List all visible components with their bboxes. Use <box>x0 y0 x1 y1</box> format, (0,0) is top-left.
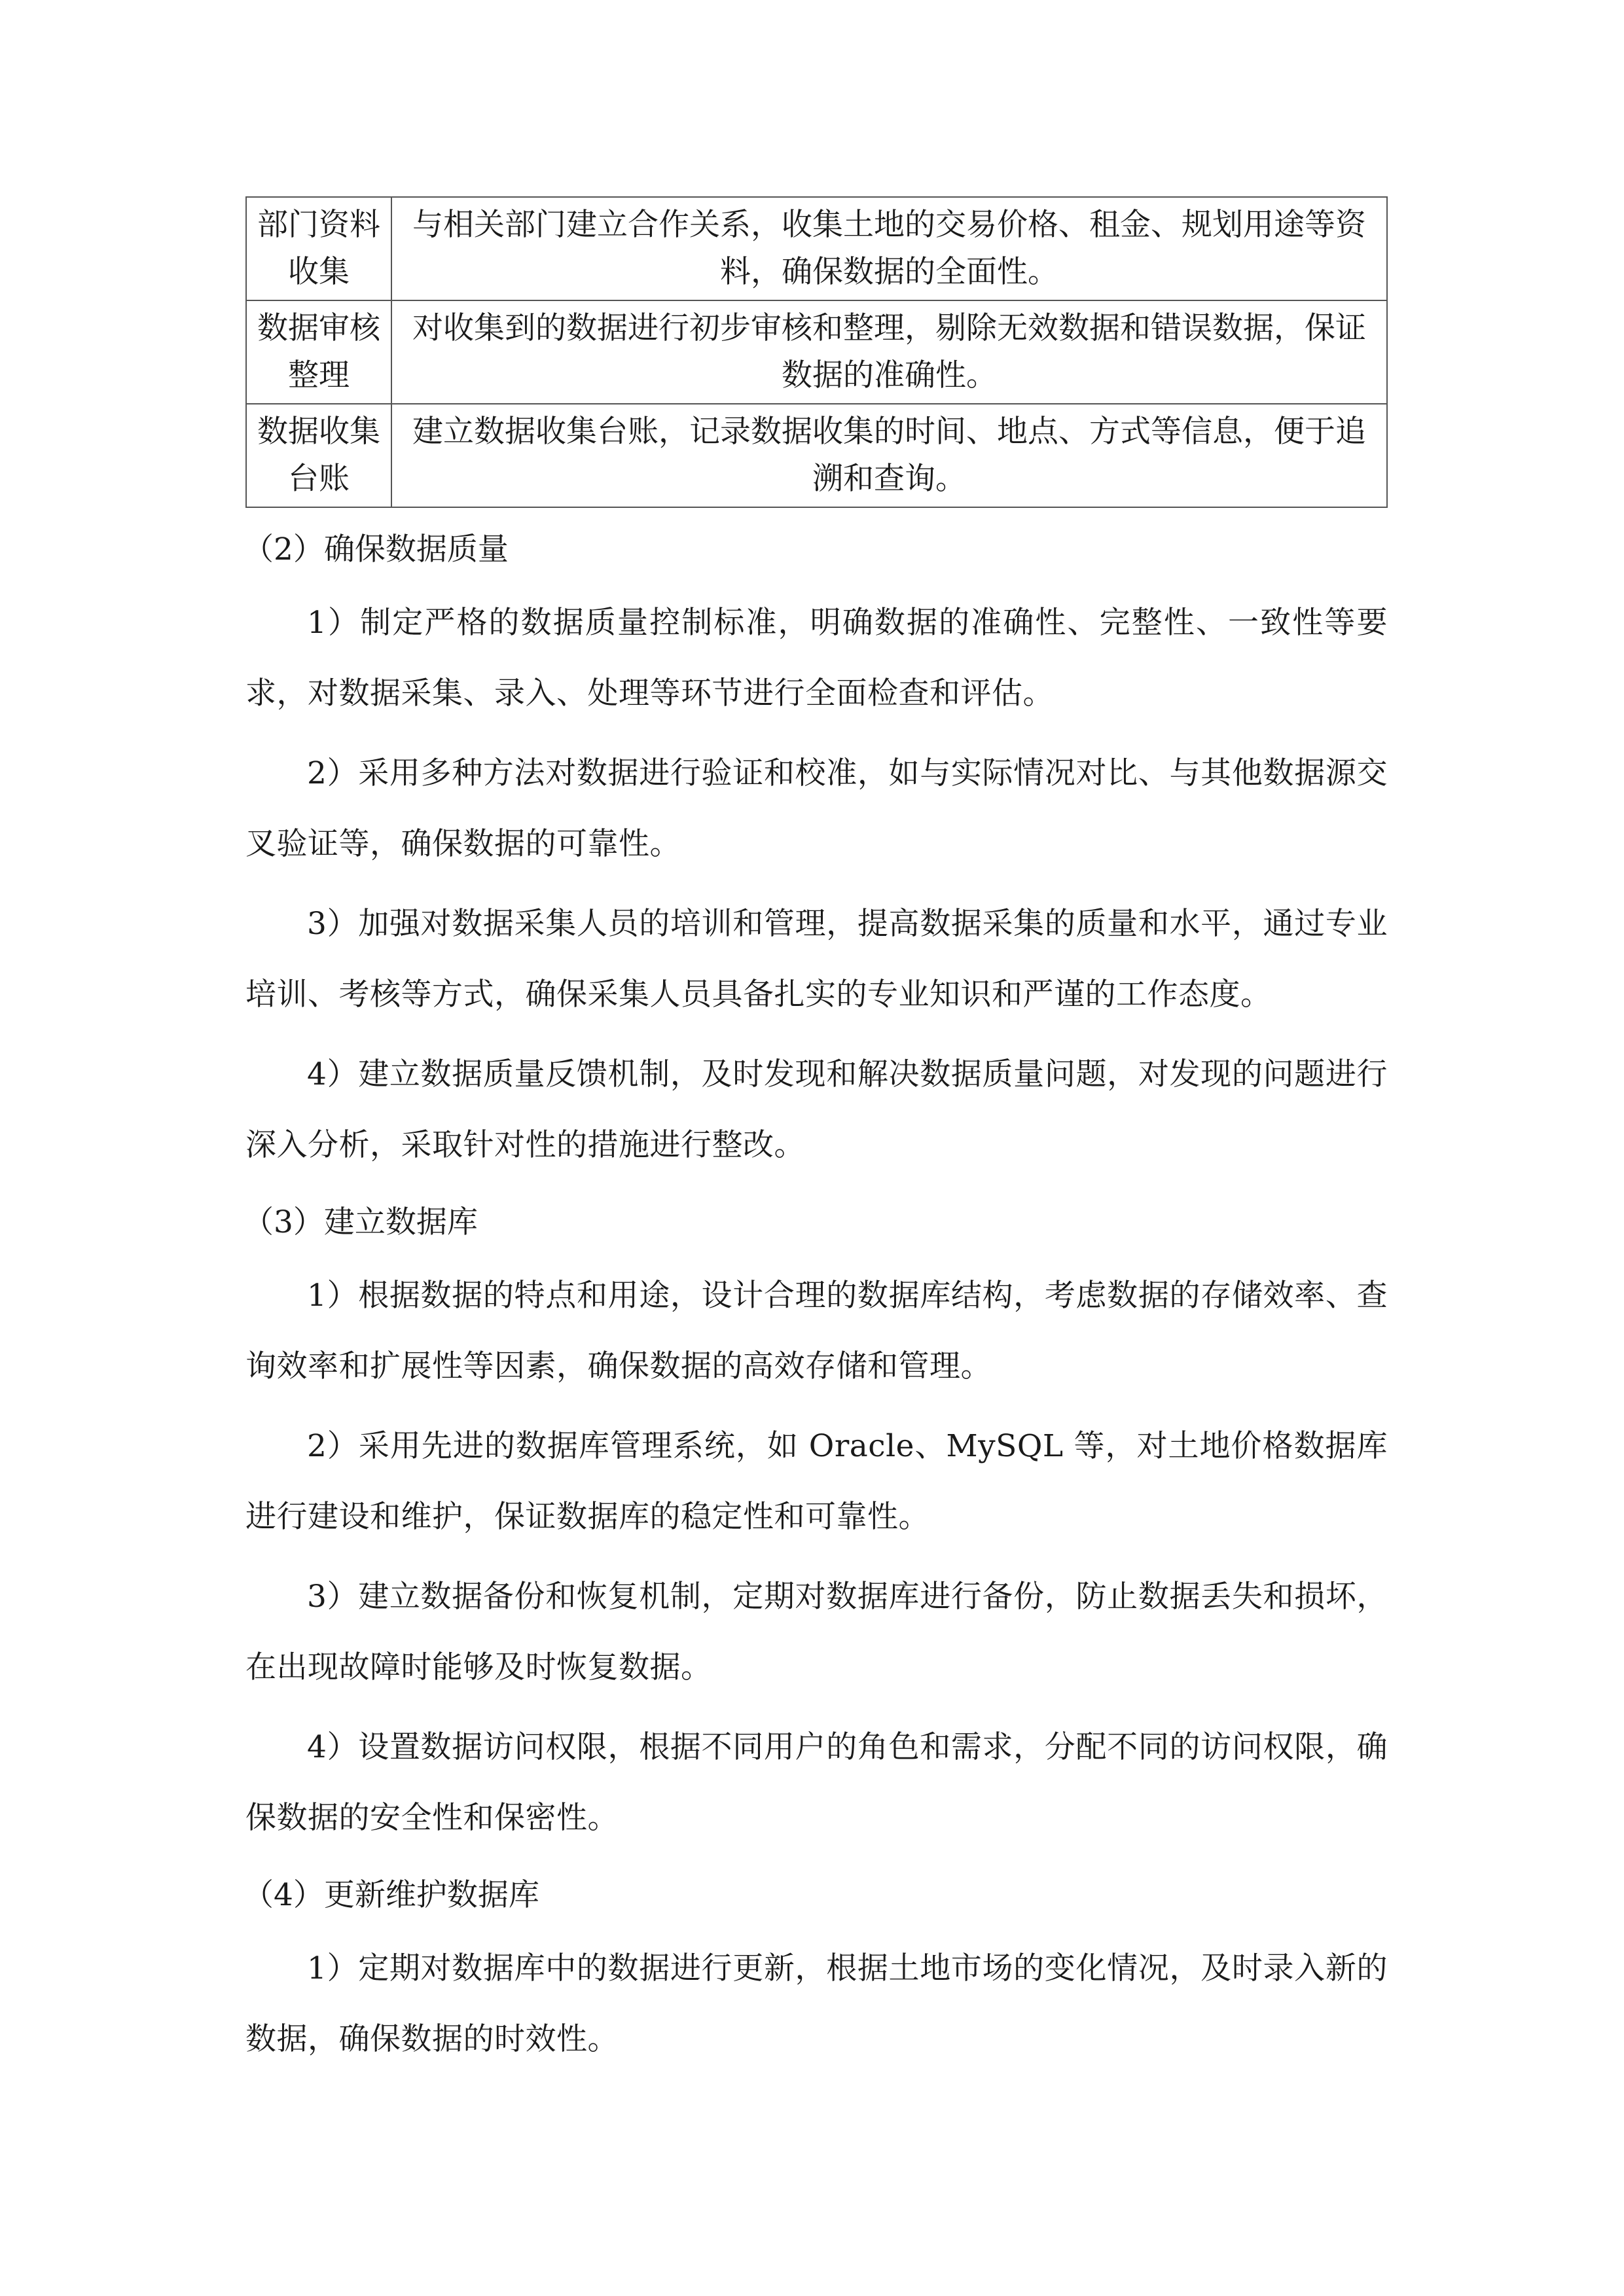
data-collection-table <box>245 196 1388 508</box>
table-row <box>246 197 1387 300</box>
table-cell-desc: 对收集到的数据进行初步审核和整理，剔除无效数据和错误数据，保证数据的准确性。 <box>391 300 1387 404</box>
paragraph: 1）制定严格的数据质量控制标准，明确数据的准确性、完整性、一致性等要求，对数据采集、录入、处理等环节进行全面检查和评估。 <box>245 605 1388 711</box>
paragraph: 2）采用多种方法对数据进行验证和校准，如与实际情况对比、与其他数据源交叉验证等，确保数据的可靠性。 <box>245 755 1388 862</box>
section-heading-data-quality: （2）确保数据质量 <box>243 531 509 567</box>
table-cell-desc: 建立数据收集台账，记录数据收集的时间、地点、方式等信息，便于追溯和查询。 <box>391 404 1387 507</box>
paragraph: 4）设置数据访问权限，根据不同用户的角色和需求，分配不同的访问权限，确保数据的安全性和保密性。 <box>245 1729 1388 1836</box>
table-row <box>246 300 1387 404</box>
paragraph: 1）根据数据的特点和用途，设计合理的数据库结构，考虑数据的存储效率、查询效率和扩展性等因素，确保数据的高效存储和管理。 <box>245 1278 1388 1384</box>
paragraph: 4）建立数据质量反馈机制，及时发现和解决数据质量问题，对发现的问题进行深入分析，采取针对性的措施进行整改。 <box>245 1056 1388 1163</box>
table-cell-item: 部门资料收集 <box>246 197 391 300</box>
paragraph: 1）定期对数据库中的数据进行更新，根据土地市场的变化情况，及时录入新的数据，确保数据的时效性。 <box>245 1950 1388 2057</box>
section-heading-update-database: （4）更新维护数据库 <box>243 1877 539 1913</box>
paragraph: 2）采用先进的数据库管理系统，如 Oracle、MySQL 等，对土地价格数据库进行建设和维护，保证数据库的稳定性和可靠性。 <box>245 1428 1388 1535</box>
table-cell-item: 数据收集台账 <box>246 404 391 507</box>
section-heading-build-database: （3）建立数据库 <box>243 1204 478 1240</box>
table-row <box>246 404 1387 507</box>
paragraph: 3）加强对数据采集人员的培训和管理，提高数据采集的质量和水平，通过专业培训、考核等方式，确保采集人员具备扎实的专业知识和严谨的工作态度。 <box>245 906 1388 1013</box>
document-page <box>245 196 1388 2084</box>
table-cell-item: 数据审核整理 <box>246 300 391 404</box>
paragraph: 3）建立数据备份和恢复机制，定期对数据库进行备份，防止数据丢失和损坏，在出现故障时能够及时恢复数据。 <box>245 1579 1388 1685</box>
table-cell-desc: 与相关部门建立合作关系，收集土地的交易价格、租金、规划用途等资料，确保数据的全面性。 <box>391 197 1387 300</box>
